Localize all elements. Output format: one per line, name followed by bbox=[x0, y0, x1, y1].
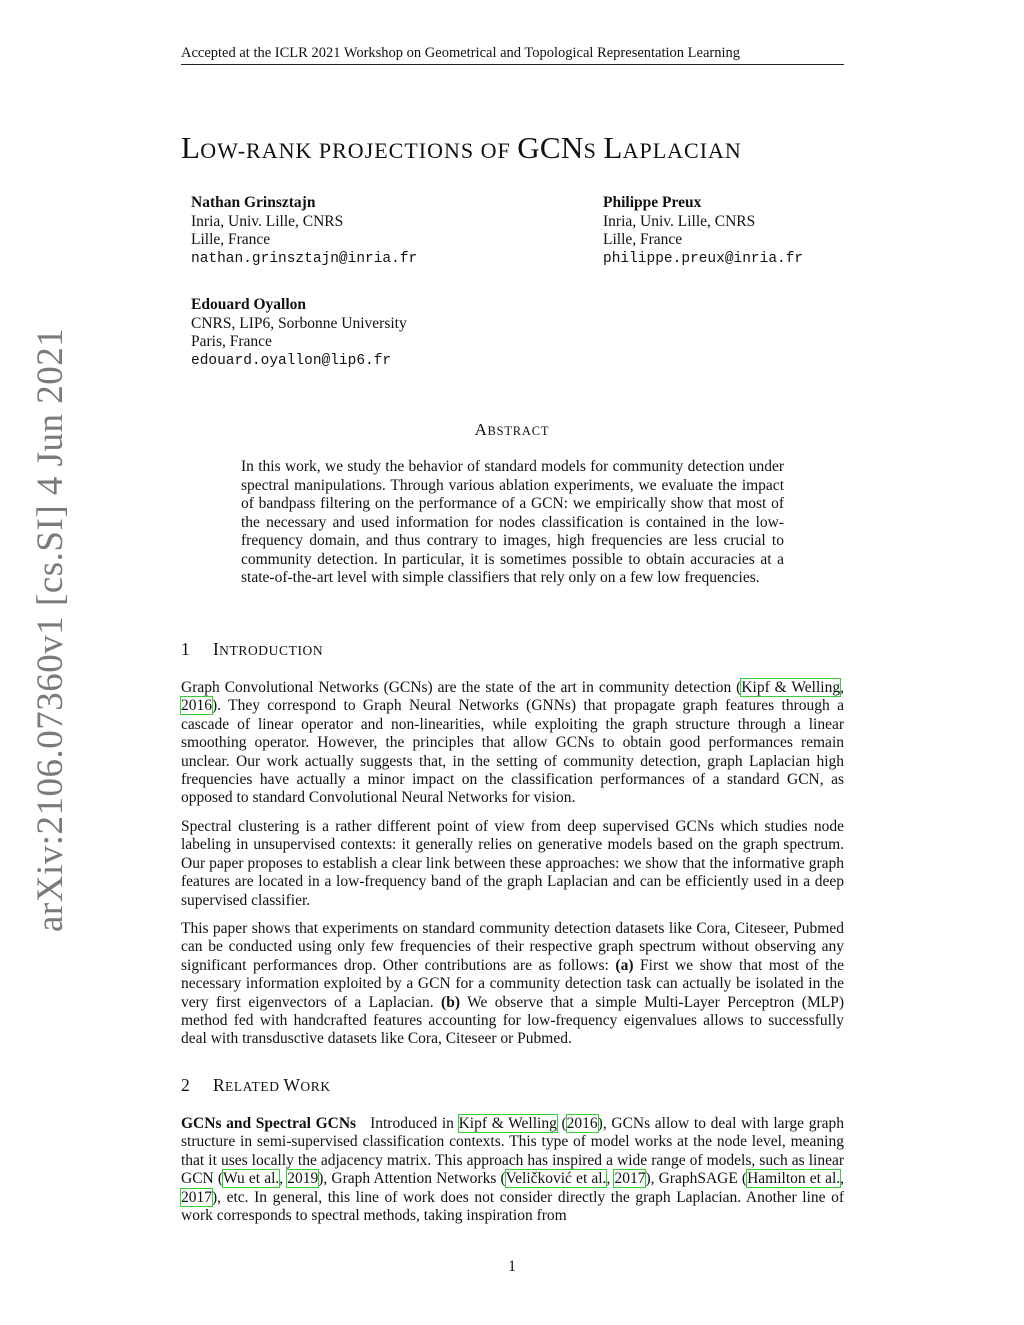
abstract-heading: ABSTRACT bbox=[474, 420, 550, 439]
citation-link[interactable]: 2017 bbox=[614, 1170, 646, 1188]
author-affiliation: Inria, Univ. Lille, CNRS bbox=[603, 212, 756, 230]
running-header: Accepted at the ICLR 2021 Workshop on Geometrical and Topological Representation Learning bbox=[181, 44, 844, 65]
author-location: Lille, France bbox=[191, 231, 271, 248]
author-name: Nathan Grinsztajn bbox=[191, 194, 316, 211]
author-block-2 bbox=[603, 194, 803, 268]
citation-link[interactable]: Kipf & Welling bbox=[741, 679, 841, 696]
related-work-paragraph-1: GCNs and Spectral GCNs Introduced in Kipf & Welling (2016), GCNs allow to deal with large graph structure in semi-supervised classification contexts. This type of model works at the node level, meaning that it uses locally the adjacency matrix. This approach has inspired a wide range of models, such as linear GCN (Wu et al., 2019), Graph Attention Networks (Veličković et al., 2017), GraphSAGE (Hamilton et al., 2017), etc. In general, this line of work does not consider directly the graph Laplacian. Another line of work corresponds to spectral methods, taking inspiration from bbox=[181, 1115, 845, 1225]
author-affiliation: Inria, Univ. Lille, CNRS bbox=[191, 212, 344, 230]
paper-title: LOW-RANK PROJECTIONS OF GCNS LAPLACIAN bbox=[181, 130, 742, 165]
intro-paragraph-2: Spectral clustering is a rather different point of view from deep supervised GCNs which studies node labeling in unsupervised contexts: it generally relies on generative models based on the graph spectrum. Our paper proposes to establish a clear link between these approaches: we show that the informative graph features are located in a low-frequency band of the graph Laplacian and can be efficiently used in a deep supervised classifier. bbox=[181, 818, 844, 909]
author-affiliation: CNRS, LIP6, Sorbonne University bbox=[191, 314, 407, 332]
intro-paragraph-1: Graph Convolutional Networks (GCNs) are the state of the art in community detection (Kipf & Welling, 2016). They correspond to Graph Neural Networks (GNNs) that propagate graph features through a cascade of linear operator and non-linearities, while exploiting the graph structure through a linear smoothing operator. However, the principles that allow GCNs to obtain good performances remain unclear. Our work actually suggests that, in the setting of community detection, graph Laplacian high frequencies have actually a minor impact on the classification performances of a standard GCN, as opposed to standard Convolutional Neural Networks for vision. bbox=[181, 679, 844, 807]
citation-link[interactable]: 2016 bbox=[181, 697, 212, 715]
author-email[interactable]: edouard.oyallon@lip6.fr bbox=[191, 352, 392, 369]
citation-link[interactable]: 2016 bbox=[566, 1115, 598, 1132]
citation-link[interactable]: Hamilton et al. bbox=[747, 1170, 841, 1188]
citation-link[interactable]: Wu et al. bbox=[223, 1170, 280, 1188]
citation-link[interactable]: 2017 bbox=[181, 1188, 212, 1206]
citation-link[interactable]: Veličković et al. bbox=[505, 1170, 607, 1188]
author-block-1 bbox=[191, 194, 417, 268]
author-block-3 bbox=[191, 296, 407, 370]
arxiv-stamp: arXiv:2106.07360v1 [cs.SI] 4 Jun 2021 bbox=[30, 327, 71, 932]
author-name: Edouard Oyallon bbox=[191, 296, 306, 313]
citation-link[interactable]: 2019 bbox=[287, 1170, 319, 1188]
paragraph-heading: GCNs and Spectral GCNs bbox=[181, 1115, 357, 1132]
author-location: Paris, France bbox=[191, 333, 272, 350]
author-email[interactable]: nathan.grinsztajn@inria.fr bbox=[191, 250, 418, 267]
citation-link[interactable]: Kipf & Welling bbox=[458, 1115, 557, 1132]
page-number: 1 bbox=[508, 1258, 516, 1275]
author-location: Lille, France bbox=[603, 231, 683, 248]
intro-paragraph-3: This paper shows that experiments on standard community detection datasets like Cora, Citeseer, Pubmed can be conducted using only few frequencies of their respective graph spectrum without observing any significant performances drop. Other contributions are as follows: (a) First we show that most of the necessary information exploited by a GCN for a community detection task can actually be isolated in the very first eigenvectors of a Laplacian. (b) We observe that a simple Multi-Layer Perceptron (MLP) method fed with handcrafted features accounting for low-frequency eigenvalues allows to successfully deal with transdusctive datasets like Cora, Citeseer or Pubmed. bbox=[181, 920, 844, 1048]
author-email[interactable]: philippe.preux@inria.fr bbox=[603, 250, 804, 267]
section-heading-related-work: 2 RELATED WORK bbox=[181, 1075, 331, 1095]
section-heading-introduction: 1 INTRODUCTION bbox=[181, 639, 324, 659]
abstract-text: In this work, we study the behavior of standard models for community detection under spectral manipulations. Through various ablation experiments, we evaluate the impact of bandpass filtering on the performance of a GCN: we empirically show that most of the necessary and used information for nodes classification is contained in the low-frequency domain, and thus contrary to images, high frequencies are less crucial to community detection. In particular, it is sometimes possible to obtain accuracies at a state-of-the-art level with simple classifiers that rely only on a few low frequencies. bbox=[241, 458, 784, 586]
author-name: Philippe Preux bbox=[603, 194, 702, 211]
